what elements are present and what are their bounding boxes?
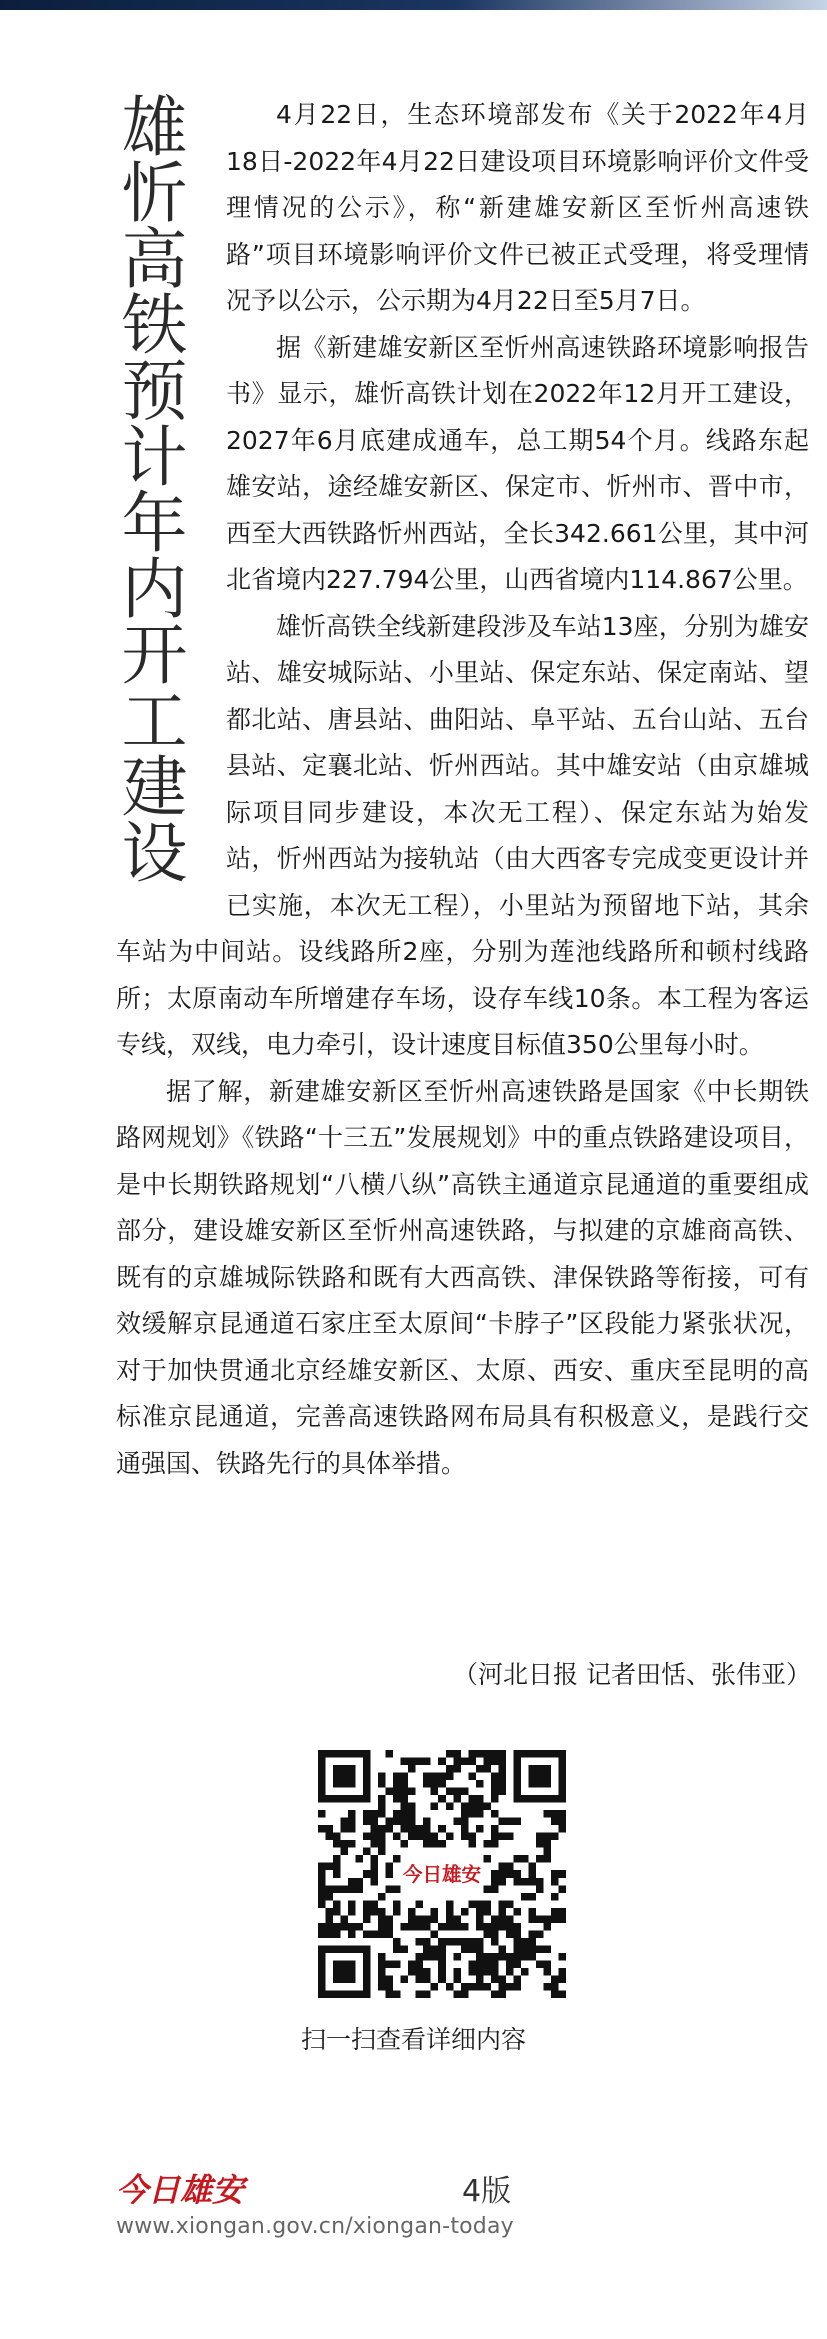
headline-spacer (116, 92, 226, 927)
article-paragraph: 4月22日，生态环境部发布《关于2022年4月18日-2022年4月22日建设项目环境影响评价文件受理情况的公示》，称“新建雄安新区至忻州高速铁路”项目环境影响评价文件已被正式受理，将受理情况予以公示，公示期为4月22日至5月7日。 (226, 100, 809, 315)
top-decorative-bar (0, 0, 827, 10)
page-number: 4版 (462, 2174, 512, 2209)
qr-code-image (318, 1750, 566, 1998)
article-byline: （河北日报 记者田恬、张伟亚） (453, 1660, 811, 1689)
qr-caption: 扫一扫查看详细内容 (300, 2025, 526, 2054)
qr-code[interactable] (318, 1750, 566, 1998)
article-body (116, 92, 809, 1487)
article-paragraph: 据《新建雄安新区至忻州高速铁路环境影响报告书》显示，雄忻高铁计划在2022年12月开工建设，2027年6月底建成通车，总工期54个月。线路东起雄安站，途经雄安新区、保定市、忻州市、晋中市，西至大西铁路忻州西站，全长342.661公里，其中河北省境内227.794公里，山西省境内114.867公里。 (226, 332, 809, 594)
footer-logo: 今日雄安 (116, 2171, 245, 2209)
article-headline: 雄忻高铁预计年内开工建设 (110, 92, 187, 884)
article-paragraph: 雄忻高铁全线新建段涉及车站13座，分别为雄安站、雄安城际站、小里站、保定东站、保定南站、望都北站、唐县站、曲阳站、阜平站、五台山站、五台县站、定襄北站、忻州西站。其中雄安站（由京雄城际项目同步建设，本次无工程）、保定东站为始发站，忻州西站为接轨站（由大西客专完成变更设计并已实施，本次无工程），小里站为预留地下站，其余车站为中间站。设线路所2座，分别为莲池线路所和顿村线路所；太原南动车所增建存车场，设存车线10条。本工程为客运专线，双线，电力牵引，设计速度目标值350公里每小时。 (116, 611, 809, 1059)
footer-url[interactable]: www.xiongan.gov.cn/xiongan-today (116, 2214, 514, 2239)
article-paragraph: 据了解，新建雄安新区至忻州高速铁路是国家《中长期铁路网规划》《铁路“十三五”发展规划》中的重点铁路建设项目，是中长期铁路规划“八横八纵”高铁主通道京昆通道的重要组成部分，建设雄安新区至忻州高速铁路，与拟建的京雄商高铁、既有的京雄城际铁路和既有大西高铁、津保铁路等衔接，可有效缓解京昆通道石家庄至太原间“卡脖子”区段能力紧张状况，对于加快贯通北京经雄安新区、太原、西安、重庆至昆明的高标准京昆通道，完善高速铁路网布局具有积极意义，是践行交通强国、铁路先行的具体举措。 (116, 1076, 809, 1478)
qr-center-label: 今日雄安 (402, 1862, 482, 1886)
